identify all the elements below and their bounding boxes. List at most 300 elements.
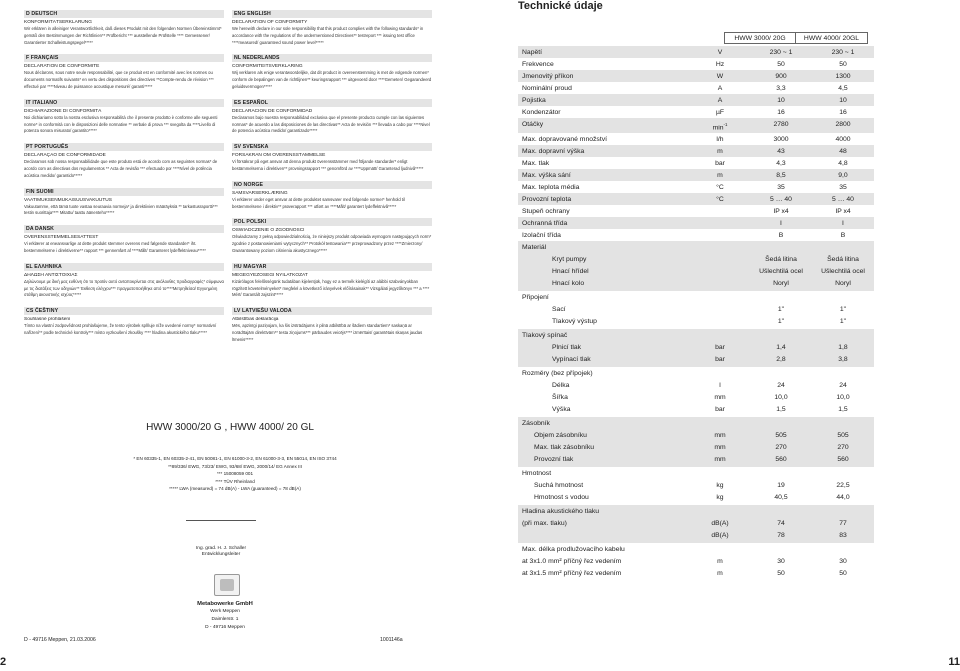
table-row	[518, 491, 874, 503]
language-heading: FIN SUOMI	[24, 188, 224, 196]
value-model-2: 4,8	[838, 160, 848, 168]
value-model-1: 1,4	[776, 344, 786, 352]
declaration-text: Wij verklaren als enige verantwoordelijke, dat dit product in overeenstemming is met de volgende normen* conform de bepalingen van de richtlijnen** keuringsrapport *** uitgevoerd door ****Gemeten/ Gegarandeerd geluidsvermogen*****	[232, 70, 432, 89]
declaration-text: Wir erklären in alleiniger Verantwortlichkeit, daß dieses Produkt mit den folgenden Normen Übereinstimmt* gemäß den Bestimmungen der Richtlinien** Prüfbericht *** ausstellende Prüfstelle **** Gemessener/ Garantierter Schalleistungspegel*****	[24, 26, 222, 45]
value-model-2: 24	[839, 382, 847, 390]
spec-group	[518, 291, 874, 329]
row-unit	[690, 120, 750, 133]
table-row	[518, 157, 874, 169]
spec-group	[518, 329, 874, 367]
declaration-title: DICHIARAZIONE DI CONFORMITÀ	[24, 108, 102, 114]
language-heading: POL POLSKI	[232, 218, 432, 226]
declaration-section	[232, 307, 432, 343]
table-row	[518, 353, 874, 365]
row-label	[518, 120, 690, 130]
table-row	[518, 391, 874, 403]
table-row	[518, 567, 874, 579]
row-label-text: Nominální proud	[522, 85, 572, 92]
table-row	[518, 241, 874, 253]
language-heading: PT PORTUGUÊS	[24, 143, 224, 151]
table-row	[518, 291, 874, 303]
value-model-1: 560	[775, 456, 787, 464]
value-model-2: 9,0	[838, 172, 848, 180]
row-label	[518, 183, 690, 193]
row-label-text: Provozní teplota	[522, 196, 572, 204]
row-label-text: Frekvence	[522, 61, 554, 68]
table-row	[518, 555, 874, 567]
value-model-2: I	[842, 220, 844, 228]
company-name: Metabowerke GmbH	[197, 601, 253, 607]
company-line: D - 49716 Meppen	[205, 625, 245, 630]
value-model-1: 43	[777, 148, 785, 156]
value-model-1: 50	[777, 570, 785, 578]
declaration-text: We herewith declare in our sole responsibility that this product complies with the following standards* in accordance with the regulations of the undermentioned Directives** testreport *** issuing test office ****measured/ guaranteed sound power level*****	[232, 26, 424, 45]
value-model-2: Ušlechtilá ocel	[821, 268, 865, 276]
row-label	[518, 231, 690, 241]
row-label-text: Max. tlak zásobníku	[534, 444, 595, 452]
declaration-title: OVERENSSTEMMELSESATTEST	[24, 235, 99, 241]
row-unit: A	[717, 97, 723, 104]
value-model-2: 77	[839, 520, 847, 528]
declaration-text: Declaramos bajo nuestra responsabilidad exclusiva que el presente producto cumple con las siguientes normas* de acuerdo a las disposiciones de las directivas** Acta de revisión *** llevada a cabo por ****Nivel de potencia acústica medido/ garantizado*****	[232, 114, 430, 134]
row-label	[518, 108, 690, 118]
row-label	[518, 569, 690, 579]
declaration-section	[232, 54, 432, 90]
row-label-text: Hladina akustického tlaku	[522, 508, 600, 516]
language-heading: IT ITALIANO	[24, 99, 224, 107]
language-heading: D DEUTSCH	[24, 10, 224, 18]
company-stamp-icon	[214, 574, 240, 596]
table-row	[518, 367, 874, 379]
language-heading: LV LATVIEŠU VALODA	[232, 307, 432, 315]
table-row	[518, 118, 874, 133]
value-model-1: 10,0	[774, 394, 788, 402]
spec-group	[518, 367, 874, 417]
table-row	[518, 379, 874, 391]
row-label	[518, 317, 690, 327]
row-label-text: Max. výška sání	[522, 172, 571, 180]
value-model-1: Šedá litina	[765, 256, 797, 264]
value-model-1: Ušlechtilá ocel	[759, 268, 803, 276]
right-page	[510, 0, 960, 671]
value-model-1: 1"	[777, 318, 785, 326]
row-label-text: Zásobník	[522, 420, 550, 428]
row-label	[518, 96, 690, 106]
row-label-text: Vypínací tlak	[552, 356, 591, 364]
table-row	[518, 529, 874, 541]
value-model-1: 270	[775, 444, 787, 452]
value-model-2: 10,0	[836, 394, 850, 402]
row-unit: µF	[715, 109, 725, 116]
row-label-text: Hmotnost	[522, 470, 552, 478]
value-model-1: 5 … 40	[770, 196, 792, 204]
row-label-text: Šířka	[552, 394, 568, 402]
declaration-text: Kizárólagos felelősségünk tudatában kijelentjük, hogy ez a termék kielégíti az alábbi szabványokban rögzített követelményeket* megfelel a következő irányelvek előírásainak** Vizsgálati jegyzőkönyv *** a **** Mért/ Garantált zajszint*****	[232, 278, 430, 298]
declaration-text: Mēs, apzinīgi paziņojam, ka šis izstrādājums ir pilnā atbilstībā ar šādiem standartiem* saskaņā ar norādītajām direktīvām** testa ziņojums*** pārbaudes veicējs**** izmērītais/ garantētais skaņas jaudas līmenis*****	[232, 323, 423, 342]
value-model-2: 1,5	[838, 406, 848, 414]
value-model-2: 230 ~ 1	[831, 49, 855, 56]
value-model-2: 4,5	[838, 85, 848, 92]
row-unit: °C	[716, 196, 724, 204]
row-unit: m	[717, 148, 723, 156]
spec-group	[518, 505, 874, 543]
table-row	[518, 217, 874, 229]
row-label-text: Objem zásobníku	[534, 432, 587, 440]
row-label-text: Připojení	[522, 294, 549, 302]
declaration-text: Δηλώνουμε με δική μας ευθύνη ότι το προϊόν αυτό ανταποκρίνεται στις ακόλουθες προδιαγραφές* σύμφωνα με τις διατάξεις των οδηγιών** Έκθεση ελέγχου*** πραγματοποιήθηκε από το****Μετρηθείσα/ Εγγυημένη στάθμη ακουστικής ισχύος*****	[24, 278, 224, 298]
value-model-1: IP x4	[773, 208, 789, 216]
value-model-1: 35	[777, 184, 785, 192]
row-unit: bar	[715, 406, 725, 414]
row-label-text: Suchá hmotnost	[534, 482, 584, 490]
row-unit: mm	[714, 444, 726, 452]
row-label-text: Izolační třída	[522, 232, 561, 240]
value-model-1: 1,5	[776, 406, 786, 414]
row-label	[518, 305, 690, 315]
declaration-text: Vi försäkrar på eget ansvar att denna produkt överensstämmer med följande standarder* enligt bestämmelserna i direktiven** provningsrapport *** genomförd av ****Uppmätt/ Garanterad ljudnivå*****	[232, 159, 424, 171]
declaration-title: VAATIMUKSENMUKAISUUSVAKUUTUS	[24, 197, 112, 203]
row-label-text: Sací	[552, 306, 566, 314]
table-row	[518, 205, 874, 217]
table-row	[518, 106, 874, 118]
value-model-1: 78	[777, 532, 785, 540]
declaration-text: Tímto na vlastní zodpovědnost prohlašujeme, že tento výrobek splňuje níže uvedené normy* normativní nařízení** podle technické kontroly*** místo vyzkoušení zkoušky **** hladina akustického tlaku*****	[24, 323, 217, 335]
row-label-text: Tlakový výstup	[552, 318, 597, 326]
row-unit: l/h	[716, 136, 724, 144]
value-model-1: 230 ~ 1	[769, 49, 793, 56]
declaration-title: OŚWIADCZENIE O ZGODNOŚCI	[232, 228, 305, 234]
declaration-text: Vi erklærer under eget ansvar at dette produktet samsvarer med følgende normer* henhold til bestemmelsene i direktiv** prøverapport *** utført av ****Målt/ garantert lydeffektnivå*****	[232, 196, 405, 209]
company-line: Werk Meppen	[210, 609, 240, 614]
row-unit: kg	[716, 494, 724, 502]
declaration-section	[24, 307, 224, 337]
table-row	[518, 543, 874, 555]
table-row	[518, 46, 874, 58]
row-label-text: Jmenovitý příkon	[522, 73, 574, 80]
value-model-2: Šedá litina	[827, 256, 859, 264]
row-label	[518, 267, 690, 277]
row-label	[518, 171, 690, 181]
row-label-text: Max. dopravní výška	[522, 148, 585, 156]
row-unit: bar	[715, 160, 725, 168]
value-model-2: IP x4	[835, 208, 851, 216]
value-model-1: I	[780, 220, 782, 228]
value-model-1: 16	[777, 109, 785, 116]
value-model-1: 24	[777, 382, 785, 390]
declaration-section	[232, 181, 432, 211]
table-row	[518, 169, 874, 181]
row-unit: l	[719, 382, 721, 390]
row-label	[518, 545, 690, 555]
value-model-2: 16	[839, 109, 847, 116]
language-heading: ENG ENGLISH	[232, 10, 432, 18]
declaration-text: Noi dichiariamo sotto la nostra esclusiva responsabilità che il presente prodotto è conforme alle seguenti norme* in conformità con le disposizioni delle normative ** verbale di prova *** svegolta da ****Livello di potenza sonora misurato/ garantito*****	[24, 114, 218, 134]
row-label	[518, 48, 690, 58]
row-label	[518, 405, 690, 415]
value-model-1: 2,8	[776, 356, 786, 364]
declaration-text: Nous déclarons, sous notre seule responsabilité, que ce produit est en conformité avec les normes ou documents normatifs suivants* en vertu des dispositions des directives **Compte-rendu de révision *** effectué par ****Niveau de puissance acoustique mesuré/ garanti*****	[24, 70, 214, 89]
row-label	[518, 60, 690, 70]
value-model-2: 1,8	[838, 344, 848, 352]
declaration-text: Vi erklærer at eneansvarlige at dette produkt stemmer overens med følgende standarder* iht. bestemmelserne i direktiverne** rapport *** gennemført af ****Målt/ Garanteret lydeffektniveau*****	[24, 241, 206, 253]
row-label	[518, 481, 690, 491]
declaration-text: Vakuutamme, että tämä tuote vastaa seuraavia normeja* ja direktiivien määräyksiä ** tarkastusraportti*** testin suorittaja**** Mitattu/ taattu äänenteho*****	[24, 203, 218, 216]
value-model-1: 1"	[777, 306, 785, 314]
row-label-text: (při max. tlaku)	[522, 520, 567, 528]
row-unit: Hz	[715, 61, 725, 68]
row-label-text: Hnací kolo	[552, 280, 585, 288]
value-model-2: 3,8	[838, 356, 848, 364]
model-header: HWW 3000/ 20G	[724, 32, 796, 44]
declaration-section	[24, 10, 224, 46]
signature-line	[186, 520, 256, 544]
table-row	[518, 229, 874, 241]
row-label-text: Hnací hřídel	[552, 268, 589, 276]
row-label	[518, 381, 690, 391]
row-label-text: Ochranná třída	[522, 220, 568, 228]
declaration-section	[232, 99, 432, 135]
row-label-text: Hmotnost s vodou	[534, 494, 589, 502]
value-model-2: 270	[837, 444, 849, 452]
value-model-2: 5 … 40	[832, 196, 854, 204]
row-label	[518, 207, 690, 217]
row-label	[518, 369, 690, 379]
row-label	[518, 147, 690, 157]
value-model-1: 30	[777, 558, 785, 566]
language-heading: NO NORGE	[232, 181, 432, 189]
row-label	[518, 355, 690, 365]
declaration-title: ΔΗΛΩΣΗ ΑΝΤΙΣΤΟΙΧΙΑΣ	[24, 272, 78, 278]
row-unit: A	[717, 85, 723, 92]
language-heading: NL NEDERLANDS	[232, 54, 432, 62]
row-label-text: Provozní tlak	[534, 456, 574, 464]
standards-line: **** TÜV Rheinland	[215, 478, 255, 484]
row-label-text: Pojistka	[522, 97, 546, 104]
row-label	[518, 72, 690, 82]
table-row	[518, 429, 874, 441]
row-label-text: Otáčky	[522, 121, 544, 128]
row-label-text: at 3x1.0 mm² příčný řez vedením	[522, 558, 622, 566]
row-label-text: Max. délka prodlužovacího kabelu	[522, 546, 625, 554]
spec-group	[518, 417, 874, 467]
row-unit: m	[717, 558, 723, 566]
declaration-title: Atbilstības deklarācija	[232, 317, 279, 323]
value-model-1: 3000	[773, 136, 789, 144]
value-model-1: Noryl	[773, 280, 789, 288]
declaration-column-left	[24, 10, 224, 345]
table-row	[518, 133, 874, 145]
declaration-title: MEGEGYEZŐSÉGI NYILATKOZAT	[232, 272, 308, 278]
row-label	[518, 219, 690, 229]
value-model-1: 50	[777, 61, 785, 68]
spec-group	[518, 543, 874, 581]
model-header: HWW 4000/ 20GL	[796, 32, 868, 44]
declaration-title: DECLARATION DE CONFORMITE	[24, 64, 100, 70]
row-label	[518, 493, 690, 503]
declaration-section	[24, 143, 224, 179]
declaration-section	[24, 188, 224, 218]
spec-table-body	[518, 46, 874, 581]
table-row	[518, 58, 874, 70]
language-heading: DA DANSK	[24, 225, 224, 233]
value-model-2: 48	[839, 148, 847, 156]
signatory-name: Ing. grad. H. J. Schaller	[195, 546, 247, 551]
value-model-2: 22,5	[836, 482, 850, 490]
value-model-2: Noryl	[835, 280, 851, 288]
row-unit: m	[717, 570, 723, 578]
table-row	[518, 479, 874, 491]
row-unit: kg	[716, 482, 724, 490]
row-label-text: Plnicí tlak	[552, 344, 582, 352]
declaration-section	[232, 218, 432, 254]
value-model-2: 505	[837, 432, 849, 440]
company-line: Daimlerstr. 1	[211, 617, 239, 622]
table-row	[518, 70, 874, 82]
table-row	[518, 315, 874, 327]
row-label	[518, 279, 690, 289]
company-address	[170, 600, 280, 632]
declaration-title: FÖRSÄKRAN OM ÖVERENSSTÄMMELSE	[232, 153, 326, 159]
declaration-text: Declaramos sob nossa responsabilidade que este produto está de acordo com as seguintes normas* de acordo com as directivas dos regulamentos ** Acta de revisão *** efectuado por ****Nível de potência acústica medido/ garantido*****	[24, 159, 218, 178]
row-unit: °C	[716, 184, 724, 192]
standards-line: **89/336/ EWG, 73/23/ EWG, 93/68/ EWG, 2000/14/ EG Annex III	[168, 463, 302, 469]
value-model-1: 4,3	[776, 160, 786, 168]
row-unit: W	[716, 73, 724, 80]
table-row	[518, 277, 874, 289]
value-model-2: 2800	[835, 121, 851, 128]
table-row	[518, 265, 874, 277]
value-model-2: 35	[839, 184, 847, 192]
declaration-text: Oświadczamy z pełną odpowiedzialnością, że niniejszy produkt odpowiada wymogom następujących norm* zgodnie z postanowieniami wytycznych** Protokół testowania*** przeprowadzony przez ****Zmierzony/ Gwarantowany poziom ciśnienia akustycznego*****	[232, 234, 432, 253]
declaration-title: KONFORMITÄTSERKLÄRUNG	[24, 20, 92, 25]
declaration-section	[24, 99, 224, 135]
declaration-title: SAMSVARSERKLÆRING	[232, 190, 288, 196]
declaration-title: DECLARATION OF CONFORMITY	[232, 20, 308, 25]
declaration-section	[24, 225, 224, 255]
row-unit-exponent: -1	[723, 122, 728, 127]
table-row	[518, 303, 874, 315]
value-model-2: 50	[839, 61, 847, 68]
row-label	[518, 469, 690, 479]
row-unit: mm	[714, 394, 726, 402]
language-heading: EL ΕΛΛΗΝΙΚΑ	[24, 263, 224, 271]
spec-table-header	[724, 32, 868, 44]
page-number-right: 11	[948, 656, 960, 668]
table-row	[518, 341, 874, 353]
table-row	[518, 329, 874, 341]
row-label-text: Napětí	[522, 49, 543, 56]
declaration-title: Souhlasné prohlášení	[24, 317, 71, 323]
value-model-1: B	[778, 232, 784, 240]
page-title: Technické údaje	[518, 0, 603, 12]
value-model-2: 560	[837, 456, 849, 464]
row-unit: bar	[715, 356, 725, 364]
value-model-1: 3,3	[776, 85, 786, 92]
row-label-text: Délka	[552, 382, 570, 390]
table-row	[518, 467, 874, 479]
row-label-text: Max. teplota média	[522, 184, 580, 192]
row-label-text: Materiál	[522, 244, 547, 252]
standards-line: *** 15008059 001	[216, 471, 254, 477]
signature-block	[176, 520, 266, 558]
signatory-role: Entwicklungsleiter	[201, 552, 241, 557]
row-label	[518, 159, 690, 169]
row-unit: m	[717, 172, 723, 180]
value-model-1: 2780	[773, 121, 789, 128]
declaration-section	[24, 54, 224, 90]
table-row	[518, 253, 874, 265]
row-label-text: Výška	[552, 406, 571, 414]
row-label	[518, 519, 690, 529]
value-model-2: 30	[839, 558, 847, 566]
page-number-left: 2	[0, 656, 7, 668]
value-model-2: 10	[839, 97, 847, 104]
value-model-2: 1300	[835, 73, 851, 80]
value-model-2: B	[840, 232, 846, 240]
value-model-2: 4000	[835, 136, 851, 144]
declaration-section	[232, 263, 432, 299]
standards-line: ***** LWA (measured) = 74 dB(A) - LWA (guaranteed) = 78 dB(A)	[169, 486, 301, 492]
table-row	[518, 517, 874, 529]
place-date: D - 49716 Meppen, 21.03.2006	[24, 637, 96, 643]
table-row	[518, 505, 874, 517]
language-heading: F FRANÇAIS	[24, 54, 224, 62]
row-label-text: Kryt pumpy	[552, 256, 587, 264]
table-row	[518, 193, 874, 205]
row-unit: V	[717, 49, 723, 56]
row-label	[518, 431, 690, 441]
value-model-1: 10	[777, 97, 785, 104]
declaration-title: CONFORMITEITSVERKLARING	[232, 64, 303, 70]
document-number: 1001146a	[380, 637, 403, 643]
row-label-text: Stupeň ochrany	[522, 208, 570, 216]
language-heading: CS ČEŠTINY	[24, 307, 224, 315]
row-label	[518, 455, 690, 465]
row-unit-text: min	[712, 124, 724, 132]
row-label	[518, 84, 690, 94]
standards-line: * EN 60335-1, EN 60335-2-41, EN 50081-1, EN 61000-3-2, EN 61000-3-3, EN 55014, EN ISO 3744	[133, 456, 337, 461]
value-model-2: 83	[839, 532, 847, 540]
row-label-text: Max. dopravované množství	[522, 136, 608, 144]
document-title: HWW 3000/20 G , HWW 4000/ 20 GL	[146, 422, 314, 433]
value-model-1: 74	[777, 520, 785, 528]
value-model-2: 44,0	[836, 494, 850, 502]
table-row	[518, 94, 874, 106]
value-model-2: 1"	[839, 306, 847, 314]
row-label	[518, 443, 690, 453]
declaration-section	[232, 143, 432, 173]
table-row	[518, 82, 874, 94]
value-model-1: 40,5	[774, 494, 788, 502]
row-label	[518, 393, 690, 403]
row-unit: bar	[715, 344, 725, 352]
value-model-1: 505	[775, 432, 787, 440]
row-unit: dB(A)	[711, 532, 729, 540]
table-row	[518, 181, 874, 193]
value-model-1: 900	[775, 73, 787, 80]
row-unit: mm	[714, 432, 726, 440]
language-heading: ES ESPAÑOL	[232, 99, 432, 107]
declaration-title: DECLARACION DE CONFORMIDAD	[232, 108, 313, 114]
declaration-section	[232, 10, 432, 46]
spec-group	[518, 467, 874, 505]
language-heading: HU MAGYAR	[232, 263, 432, 271]
table-row	[518, 403, 874, 415]
value-model-1: 19	[777, 482, 785, 490]
spec-group	[518, 241, 874, 291]
standards-list	[100, 455, 370, 493]
declaration-section	[24, 263, 224, 299]
